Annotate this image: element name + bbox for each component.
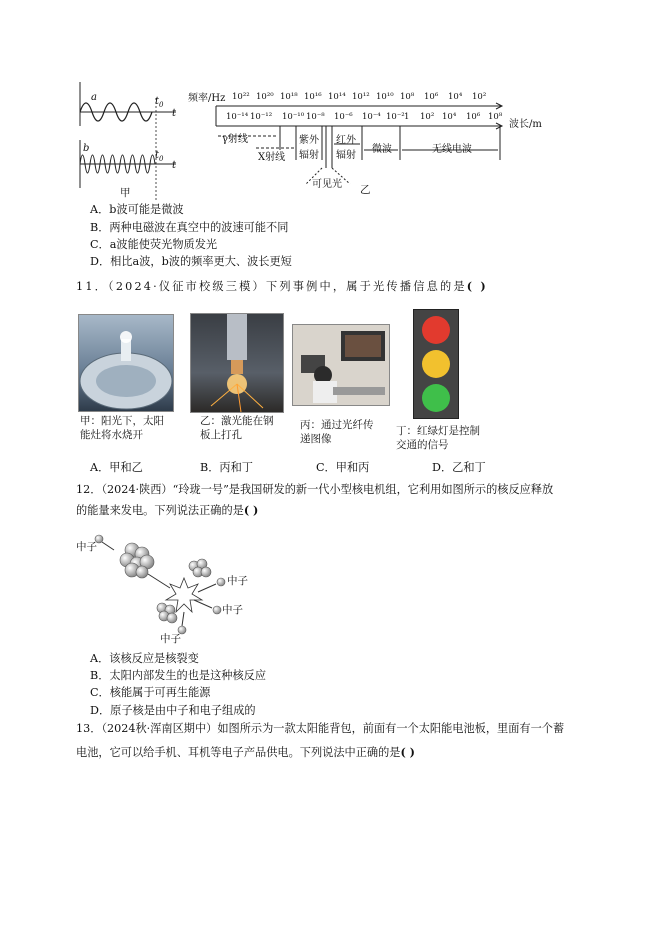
- freq-tick: 10²⁰: [256, 92, 274, 102]
- band-radio: 无线电波: [432, 144, 472, 155]
- wavelength-tick: 10⁴: [442, 112, 457, 122]
- fiber-illustration: [293, 325, 389, 405]
- q11-option-b: B．丙和丁: [200, 461, 253, 474]
- freq-tick: 10⁶: [424, 92, 439, 102]
- q11-caption-bing: 丙：通过光纤传递图像: [300, 419, 374, 445]
- wave-a-label: a: [91, 92, 97, 103]
- q11-option-a: A．甲和乙: [90, 461, 143, 474]
- q11-image-traffic-light: [413, 309, 459, 419]
- freq-tick: 10¹⁴: [328, 92, 346, 102]
- freq-tick: 10¹⁶: [304, 92, 322, 102]
- band-uv: 紫外: [299, 135, 319, 146]
- wavelength-tick: 10⁻⁶: [334, 112, 353, 122]
- band-ir: 红外: [336, 135, 356, 146]
- wave-t-axis-label: t: [172, 108, 177, 119]
- neutron-label-in: 中子: [76, 541, 97, 553]
- q10-option-c: C．a波能使荧光物质发光: [90, 238, 218, 251]
- wavelength-tick: 10²: [420, 112, 435, 122]
- freq-tick: 10⁸: [400, 92, 415, 102]
- q11-image-fiber: [292, 324, 390, 406]
- wavelength-tick: 10⁻¹⁴: [226, 112, 249, 122]
- freq-tick: 10²²: [232, 92, 250, 102]
- band-ir-2: 辐射: [336, 150, 356, 161]
- wave-b-label: b: [83, 143, 90, 154]
- freq-tick: 10¹⁸: [280, 92, 298, 102]
- q11-option-c: C．甲和丙: [316, 461, 370, 474]
- q11-stem: 11．（2024·仪征市校级三模）下列事例中，属于光传播信息的是( ): [76, 279, 488, 293]
- q12-option-b: B．太阳内部发生的也是这种核反应: [90, 669, 267, 682]
- neutron-label-out2: 中子: [222, 604, 243, 616]
- band-uv-2: 辐射: [299, 150, 319, 161]
- wavelength-tick: 10⁻⁴: [362, 112, 381, 122]
- freq-tick: 10⁴: [448, 92, 463, 102]
- fission-diagram: [72, 530, 272, 648]
- wave-t-axis-label-b: t: [172, 160, 177, 171]
- q12-option-a: A．该核反应是核裂变: [90, 652, 199, 665]
- q11-caption-jia: 甲：阳光下，太阳能灶将水烧开: [80, 415, 164, 441]
- q11-image-solar-cooker: [78, 314, 174, 412]
- band-xray: X射线: [258, 152, 286, 163]
- wavelength-tick: 10⁻¹²: [250, 112, 273, 122]
- q11-option-d: D．乙和丁: [432, 461, 486, 474]
- freq-tick: 10¹⁰: [376, 92, 394, 102]
- freq-tick: 10²: [472, 92, 487, 102]
- freq-axis-label: 频率/Hz: [188, 93, 226, 104]
- q12-stem-line1: 12．（2024·陕西）“玲珑一号”是我国研发的新一代小型核电机组，它利用如图所示的核反应释放: [76, 483, 554, 496]
- traffic-light-illustration: [414, 310, 458, 418]
- wavelength-tick: 10⁸: [488, 112, 503, 122]
- wavelength-ticks: [226, 112, 506, 126]
- band-visible: 可见光: [312, 179, 342, 190]
- wavelength-tick: 10⁶: [466, 112, 481, 122]
- neutron-label-out3: 中子: [160, 633, 181, 645]
- freq-tick: 10¹²: [352, 92, 370, 102]
- band-microwave: 微波: [372, 144, 392, 155]
- wave-t0-label: $t_0$: [155, 96, 164, 109]
- neutron-label-out1: 中子: [227, 575, 248, 587]
- q12-option-d: D．原子核是由中子和电子组成的: [90, 704, 256, 717]
- q12-stem-line2: 的能量来发电。下列说法正确的是( ): [76, 503, 259, 517]
- large-nucleus: [120, 543, 154, 578]
- q11-caption-ding: 丁：红绿灯是控制交通的信号: [396, 425, 480, 451]
- q13-stem-line2: 电池，它可以给手机、耳机等电子产品供电。下列说法中正确的是( ): [76, 745, 415, 759]
- solar-cooker-illustration: [79, 315, 173, 411]
- laser-illustration: [191, 314, 283, 412]
- band-gamma: γ射线: [222, 134, 248, 145]
- wavelength-tick: 10⁻⁸: [306, 112, 325, 122]
- q10-option-d: D．相比a波，b波的频率更大、波长更短: [90, 255, 292, 268]
- wavelength-tick: 10⁻²: [386, 112, 405, 122]
- figure-caption-yi: 乙: [360, 184, 371, 196]
- wave-figure: [72, 80, 184, 200]
- wave-t0-label-b: $t_0$: [155, 150, 164, 163]
- wavelength-tick: 10⁻¹⁰: [282, 112, 305, 122]
- q11-caption-yi: 乙：激光能在钢板上打孔: [200, 415, 274, 441]
- wavelength-tick: 1: [404, 112, 410, 122]
- q12-option-c: C．核能属于可再生能源: [90, 686, 211, 699]
- q10-option-b: B．两种电磁波在真空中的波速可能不同: [90, 221, 289, 234]
- wavelength-axis-label: 波长/m: [509, 119, 542, 130]
- q10-option-a: A．b波可能是微波: [90, 203, 184, 216]
- figure-caption-jia: 甲: [120, 187, 131, 199]
- q11-image-laser: [190, 313, 284, 413]
- q13-stem-line1: 13．（2024秋·浑南区期中）如图所示为一款太阳能背包，前面有一个太阳能电池板，里面有一个蓄: [76, 722, 565, 735]
